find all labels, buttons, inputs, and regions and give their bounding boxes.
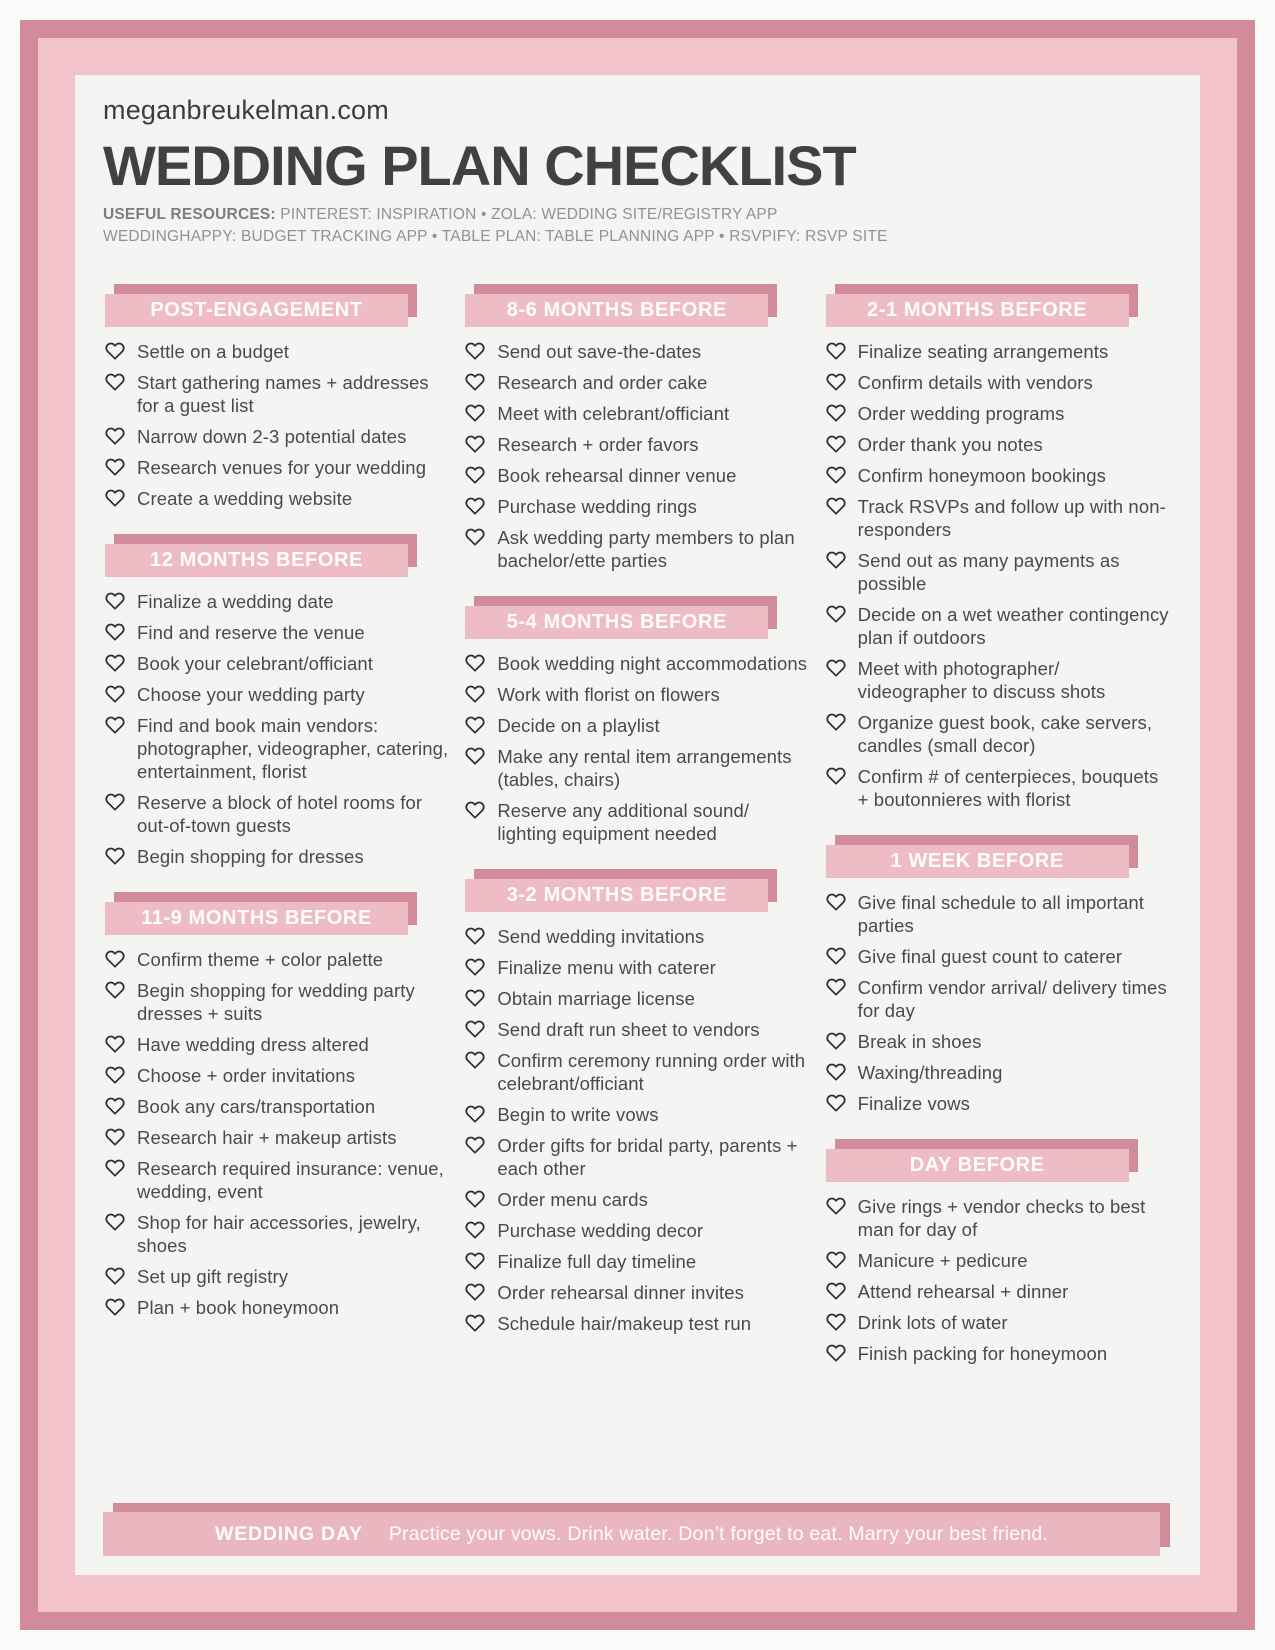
checklist-item [465,433,809,456]
checklist-item [465,1281,809,1304]
section-1-week-before [826,845,1170,1115]
checklist-item [465,1188,809,1211]
heart-outline-icon [105,792,125,812]
checklist-item [826,945,1170,968]
checklist-item [105,845,449,868]
checklist-item [105,487,449,510]
item-label: Purchase wedding rings [497,496,697,517]
item-label: Create a wedding website [137,488,353,509]
heart-outline-icon [105,846,125,866]
heart-outline-icon [465,715,485,735]
item-label: Research and order cake [497,372,708,393]
item-label: Book your celebrant/officiant [137,653,374,674]
heart-outline-icon [105,457,125,477]
checklist-item [826,976,1170,1022]
checklist-item [105,1296,449,1319]
checklist-item [826,1195,1170,1241]
resources-line-1 [103,204,1172,226]
heart-outline-icon [105,591,125,611]
checklist-item [826,549,1170,595]
section-title: 3-2 MONTHS BEFORE [465,879,768,912]
item-label: Send out save-the-dates [497,341,702,362]
heart-outline-icon [465,957,485,977]
item-label: Break in shoes [857,1031,982,1052]
checklist [105,948,449,1319]
item-label: Shop for hair accessories, jewelry, shoes [137,1212,421,1256]
section-title: 12 MONTHS BEFORE [105,544,408,577]
item-label: Reserve a block of hotel rooms for out-of-town guests [137,792,423,836]
checklist-item [465,799,809,845]
item-label: Research required insurance: venue, wedding, event [137,1158,444,1202]
heart-outline-icon [826,1250,846,1270]
item-label: Send wedding invitations [497,926,705,947]
item-label: Confirm # of centerpieces, bouquets + boutonnieres with florist [857,766,1159,810]
checklist-item [465,495,809,518]
section-header [465,879,768,912]
section-11-9-months-before [105,902,449,1319]
checklist-item [826,603,1170,649]
resources-line-2: WEDDINGHAPPY: BUDGET TRACKING APP • TABLE PLAN: TABLE PLANNING APP • RSVPIFY: RSVP SITE [103,228,888,245]
section-header [105,902,408,935]
item-label: Finalize vows [857,1093,970,1114]
heart-outline-icon [105,653,125,673]
item-label: Decide on a playlist [497,715,660,736]
item-label: Give final schedule to all important parties [857,892,1145,936]
item-label: Attend rehearsal + dinner [857,1281,1069,1302]
checklist-document [75,75,1200,1575]
item-label: Have wedding dress altered [137,1034,369,1055]
heart-outline-icon [465,926,485,946]
section-title: 5-4 MONTHS BEFORE [465,606,768,639]
columns [103,284,1172,1399]
heart-outline-icon [826,1031,846,1051]
section-5-4-months-before [465,606,809,845]
wedding-day-banner [103,1512,1160,1556]
checklist-item [826,1280,1170,1303]
checklist-item [465,683,809,706]
heart-outline-icon [105,488,125,508]
item-label: Schedule hair/makeup test run [497,1313,752,1334]
item-label: Book rehearsal dinner venue [497,465,737,486]
checklist-item [465,526,809,572]
heart-outline-icon [465,684,485,704]
checklist-item [826,1030,1170,1053]
heart-outline-icon [465,800,485,820]
checklist [826,340,1170,811]
heart-outline-icon [826,1093,846,1113]
item-label: Reserve any additional sound/ lighting equipment needed [497,800,750,844]
section-title: 2-1 MONTHS BEFORE [826,294,1129,327]
heart-outline-icon [105,341,125,361]
item-label: Waxing/threading [857,1062,1003,1083]
checklist-item [105,1211,449,1257]
banner-label: WEDDING DAY [215,1522,363,1545]
heart-outline-icon [826,712,846,732]
checklist-item [105,1064,449,1087]
checklist [465,652,809,845]
heart-outline-icon [105,426,125,446]
item-label: Order menu cards [497,1189,649,1210]
heart-outline-icon [465,1135,485,1155]
heart-outline-icon [826,658,846,678]
checklist-item [105,714,449,783]
checklist-item [465,987,809,1010]
section-title: 8-6 MONTHS BEFORE [465,294,768,327]
checklist-item [826,371,1170,394]
resources-label: USEFUL RESOURCES: [103,206,276,223]
checklist-item [465,652,809,675]
checklist-item [465,745,809,791]
checklist-item [465,1250,809,1273]
item-label: Send out as many payments as possible [857,550,1120,594]
checklist-item [105,1265,449,1288]
section-header [826,1149,1129,1182]
section-12-months-before [105,544,449,868]
item-label: Give rings + vendor checks to best man for day of [857,1196,1146,1240]
item-label: Book any cars/transportation [137,1096,376,1117]
checklist-item [826,1342,1170,1365]
heart-outline-icon [826,604,846,624]
checklist-item [105,1095,449,1118]
heart-outline-icon [826,946,846,966]
checklist-item [465,714,809,737]
checklist-item [826,464,1170,487]
checklist [826,1195,1170,1365]
item-label: Research venues for your wedding [137,457,427,478]
item-label: Confirm details with vendors [857,372,1093,393]
checklist-item [826,433,1170,456]
checklist-item [105,1126,449,1149]
heart-outline-icon [826,341,846,361]
heart-outline-icon [826,977,846,997]
checklist-item [465,1018,809,1041]
heart-outline-icon [105,622,125,642]
heart-outline-icon [105,1212,125,1232]
checklist-item [826,1061,1170,1084]
useful-resources [103,204,1172,248]
item-label: Organize guest book, cake servers, candles (small decor) [857,712,1153,756]
item-label: Settle on a budget [137,341,289,362]
heart-outline-icon [465,1313,485,1333]
item-label: Meet with photographer/ videographer to discuss shots [857,658,1106,702]
item-label: Decide on a wet weather contingency plan if outdoors [857,604,1169,648]
heart-outline-icon [465,1050,485,1070]
item-label: Choose + order invitations [137,1065,356,1086]
heart-outline-icon [826,1343,846,1363]
section-header [105,544,408,577]
section-header [826,845,1129,878]
heart-outline-icon [465,1104,485,1124]
item-label: Finish packing for honeymoon [857,1343,1108,1364]
item-label: Work with florist on flowers [497,684,720,705]
checklist-item [826,1092,1170,1115]
item-label: Order rehearsal dinner invites [497,1282,745,1303]
checklist-item [465,1219,809,1242]
checklist-item [105,456,449,479]
heart-outline-icon [465,372,485,392]
resources-line-1-text: PINTEREST: INSPIRATION • ZOLA: WEDDING SITE/REGISTRY APP [280,206,778,223]
item-label: Make any rental item arrangements (tables, chairs) [497,746,792,790]
item-label: Obtain marriage license [497,988,695,1009]
item-label: Finalize full day timeline [497,1251,697,1272]
item-label: Research hair + makeup artists [137,1127,397,1148]
heart-outline-icon [465,434,485,454]
heart-outline-icon [826,372,846,392]
item-label: Research + order favors [497,434,699,455]
item-label: Find and book main vendors: photographer, videographer, catering, entertainment, florist [137,715,449,782]
checklist-item [826,657,1170,703]
checklist-item [105,948,449,971]
heart-outline-icon [105,1127,125,1147]
checklist-item [105,652,449,675]
heart-outline-icon [105,1096,125,1116]
checklist-item [105,1157,449,1203]
item-label: Confirm honeymoon bookings [857,465,1107,486]
inner-pink-border [38,38,1237,1612]
item-label: Confirm vendor arrival/ delivery times for day [857,977,1167,1021]
heart-outline-icon [105,715,125,735]
item-label: Purchase wedding decor [497,1220,704,1241]
heart-outline-icon [826,465,846,485]
checklist-item [105,683,449,706]
section-post-engagement [105,294,449,510]
heart-outline-icon [105,684,125,704]
checklist-item [826,765,1170,811]
checklist-item [465,402,809,425]
section-header [465,606,768,639]
heart-outline-icon [465,1220,485,1240]
heart-outline-icon [105,980,125,1000]
heart-outline-icon [105,1158,125,1178]
item-label: Book wedding night accommodations [497,653,808,674]
checklist-item [826,1249,1170,1272]
item-label: Finalize menu with caterer [497,957,716,978]
checklist-item [826,340,1170,363]
checklist [465,925,809,1335]
heart-outline-icon [465,1282,485,1302]
item-label: Send draft run sheet to vendors [497,1019,760,1040]
heart-outline-icon [465,1019,485,1039]
checklist-item [465,371,809,394]
item-label: Meet with celebrant/officiant [497,403,730,424]
heart-outline-icon [826,1196,846,1216]
item-label: Begin to write vows [497,1104,659,1125]
item-label: Confirm theme + color palette [137,949,384,970]
heart-outline-icon [465,1251,485,1271]
checklist-item [826,891,1170,937]
heart-outline-icon [105,1266,125,1286]
item-label: Finalize seating arrangements [857,341,1109,362]
section-title: 11-9 MONTHS BEFORE [105,902,408,935]
checklist [465,340,809,572]
checklist [826,891,1170,1115]
heart-outline-icon [465,653,485,673]
section-title: POST-ENGAGEMENT [105,294,408,327]
checklist-item [105,340,449,363]
item-label: Ask wedding party members to plan bachelor/ette parties [497,527,795,571]
banner-bar [103,1512,1160,1556]
item-label: Choose your wedding party [137,684,365,705]
section-header [826,294,1129,327]
item-label: Start gathering names + addresses for a guest list [137,372,429,416]
heart-outline-icon [465,1189,485,1209]
heart-outline-icon [105,1065,125,1085]
item-label: Order gifts for bridal party, parents + each other [497,1135,798,1179]
heart-outline-icon [826,1281,846,1301]
heart-outline-icon [105,949,125,969]
checklist-item [826,1311,1170,1334]
checklist-item [105,979,449,1025]
heart-outline-icon [105,1297,125,1317]
checklist-item [105,791,449,837]
banner-text: Practice your vows. Drink water. Don’t forget to eat. Marry your best friend. [388,1522,1048,1545]
checklist-item [465,340,809,363]
item-label: Set up gift registry [137,1266,289,1287]
item-label: Track RSVPs and follow up with non-responders [857,496,1166,540]
item-label: Manicure + pedicure [857,1250,1028,1271]
site-name: meganbreukelman.com [103,95,389,125]
item-label: Drink lots of water [857,1312,1008,1333]
checklist-item [105,1033,449,1056]
outer-pink-border [20,20,1255,1630]
section-3-2-months-before [465,879,809,1335]
heart-outline-icon [826,1062,846,1082]
heart-outline-icon [465,496,485,516]
heart-outline-icon [465,746,485,766]
section-2-1-months-before [826,294,1170,811]
heart-outline-icon [465,403,485,423]
item-label: Begin shopping for wedding party dresses + suits [137,980,415,1024]
heart-outline-icon [826,550,846,570]
item-label: Finalize a wedding date [137,591,334,612]
heart-outline-icon [826,766,846,786]
heart-outline-icon [465,341,485,361]
heart-outline-icon [105,372,125,392]
item-label: Order wedding programs [857,403,1065,424]
section-8-6-months-before [465,294,809,572]
heart-outline-icon [826,434,846,454]
heart-outline-icon [826,1312,846,1332]
checklist-item [105,621,449,644]
item-label: Begin shopping for dresses [137,846,364,867]
column-3 [826,284,1170,1399]
item-label: Narrow down 2-3 potential dates [137,426,407,447]
checklist-item [826,495,1170,541]
item-label: Find and reserve the venue [137,622,365,643]
checklist-item [465,1049,809,1095]
section-header [105,294,408,327]
item-label: Give final guest count to caterer [857,946,1123,967]
checklist-item [465,1103,809,1126]
checklist [105,340,449,510]
checklist-item [465,925,809,948]
item-label: Confirm ceremony running order with celebrant/officiant [497,1050,806,1094]
heart-outline-icon [465,988,485,1008]
heart-outline-icon [465,527,485,547]
section-title: 1 WEEK BEFORE [826,845,1129,878]
checklist-item [465,464,809,487]
column-1 [105,284,449,1399]
checklist-item [465,1134,809,1180]
section-title: DAY BEFORE [826,1149,1129,1182]
checklist-item [105,425,449,448]
checklist-item [826,711,1170,757]
page-title: WEDDING PLAN CHECKLIST [103,134,856,197]
checklist-item [826,402,1170,425]
heart-outline-icon [105,1034,125,1054]
section-day-before [826,1149,1170,1365]
heart-outline-icon [826,403,846,423]
checklist-item [465,956,809,979]
checklist-item [105,371,449,417]
section-header [465,294,768,327]
item-label: Order thank you notes [857,434,1043,455]
checklist [105,590,449,868]
checklist-item [465,1312,809,1335]
item-label: Plan + book honeymoon [137,1297,340,1318]
heart-outline-icon [826,496,846,516]
heart-outline-icon [465,465,485,485]
heart-outline-icon [826,892,846,912]
column-2 [465,284,809,1399]
checklist-item [105,590,449,613]
